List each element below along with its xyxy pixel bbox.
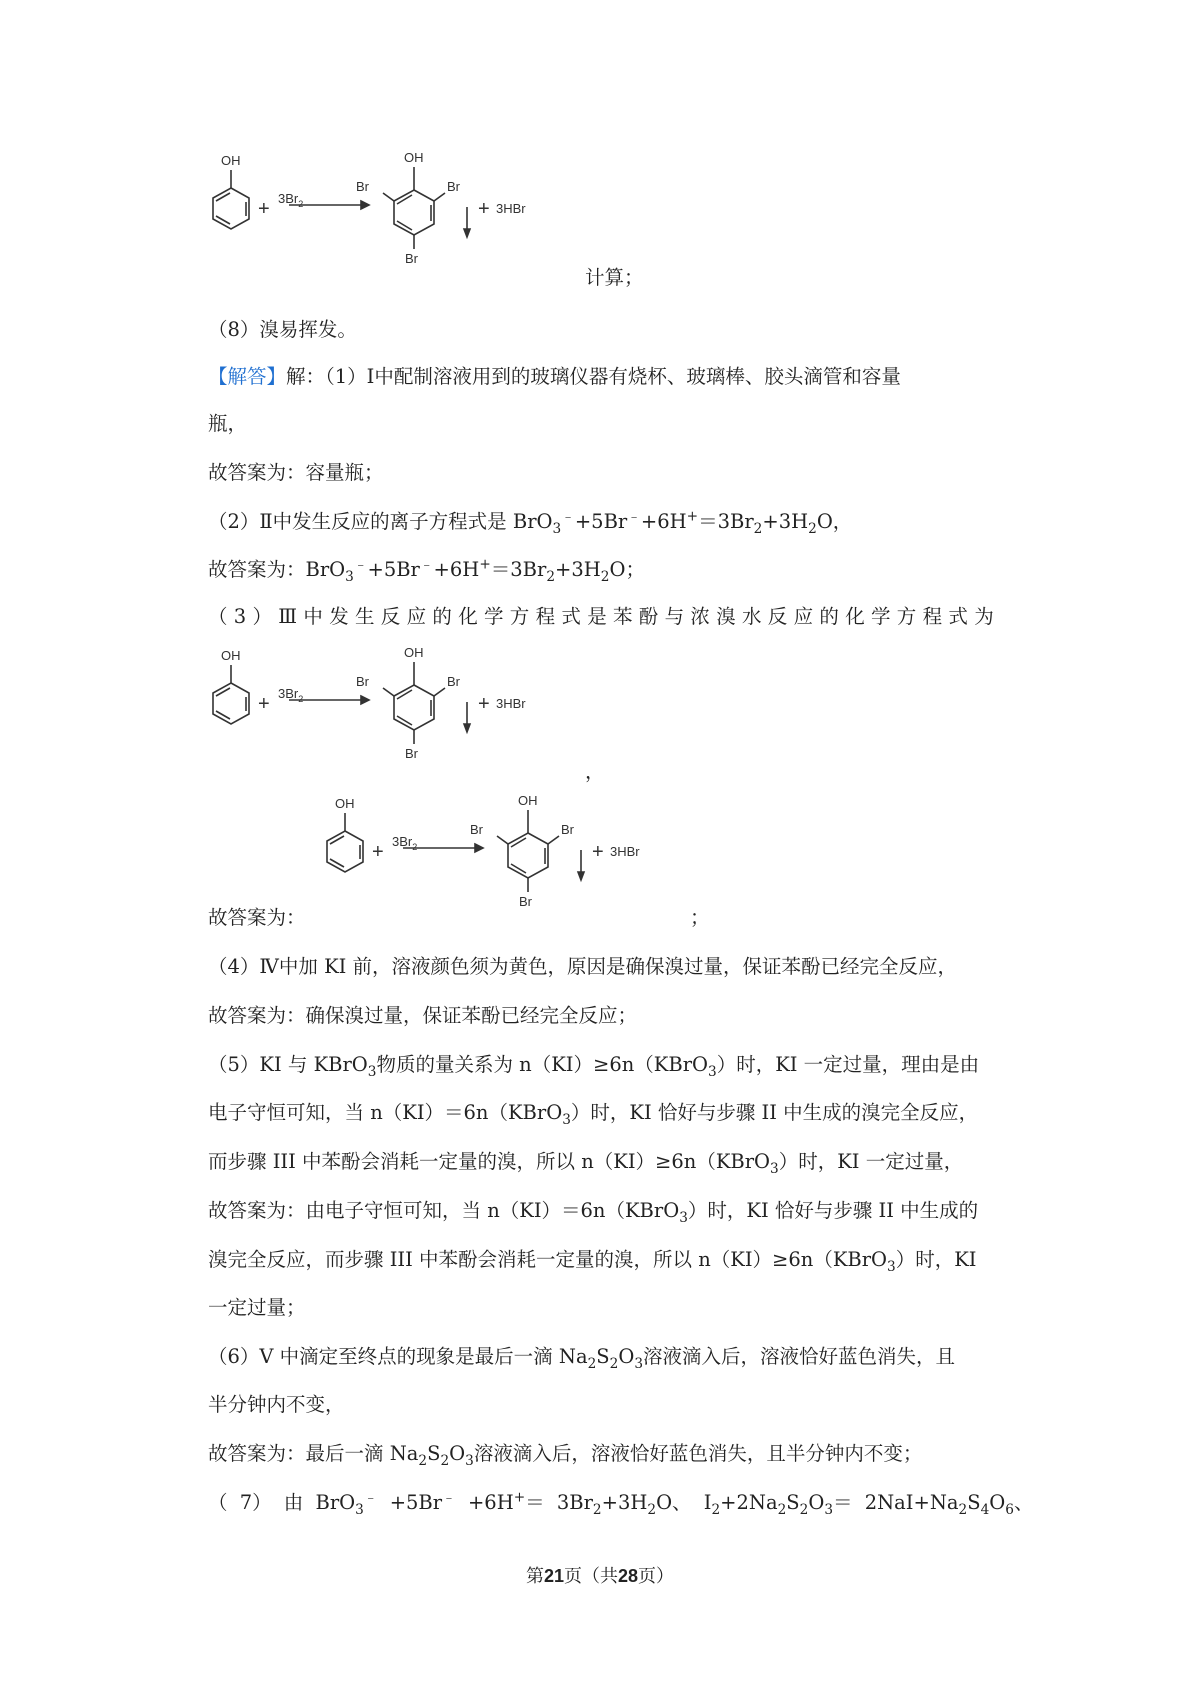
- text-line: 故答案为：确保溴过量，保证苯酚已经完全反应；: [208, 1004, 638, 1027]
- page-total: 28: [618, 1566, 639, 1586]
- br-label: Br: [405, 251, 418, 266]
- br-label: Br: [356, 674, 369, 689]
- equation-line: 故答案为：$BrO_3^﹣+5Br^﹣+6H^+=3Br_2+3H_2O$；: [208, 556, 645, 585]
- br-label: Br: [405, 746, 418, 761]
- br-label: Br: [356, 179, 369, 194]
- text-line: ，: [585, 760, 605, 783]
- reagent-label: $3Br_2$: [392, 834, 418, 852]
- text-line: 而步骤 III 中苯酚会消耗一定量的溴，所以 n（KI）≥6n（KBrO$_3$）时，KI 一定过量，: [208, 1150, 964, 1177]
- text-line: （6）V 中滴定至终点的现象是最后一滴 $Na_2S_2O_3$溶液滴入后，溶液恰好蓝色消失，且: [208, 1345, 956, 1372]
- text-line: （8）溴易挥发。: [208, 318, 357, 341]
- plus-sign: +: [592, 841, 604, 863]
- answer-tag: 【解答】: [208, 365, 287, 388]
- oh-label: OH: [221, 648, 241, 663]
- br-label: Br: [519, 894, 532, 909]
- oh-label: OH: [518, 793, 538, 808]
- text-line: （5）KI 与 KBrO$_3$物质的量关系为 n（KI）≥6n（KBrO$_3$）时，KI 一定过量，理由是由: [208, 1053, 980, 1080]
- answer-line: 【解答】解：（1）Ⅰ中配制溶液用到的玻璃仪器有烧杯、玻璃棒、胶头滴管和容量: [208, 365, 901, 388]
- plus-sign: +: [258, 198, 270, 220]
- plus-sign: +: [372, 841, 384, 863]
- oh-label: OH: [404, 150, 424, 165]
- br-label: Br: [561, 822, 574, 837]
- text-line: ；: [690, 906, 710, 929]
- text-line: 故答案为：: [208, 906, 306, 929]
- text-line: 一定过量；: [208, 1296, 306, 1319]
- text-line: 故答案为：最后一滴 $Na_2S_2O_3$溶液滴入后，溶液恰好蓝色消失，且半分钟内不变；: [208, 1442, 923, 1469]
- reagent-label: $3Br_2$: [278, 191, 304, 209]
- plus-sign: +: [478, 693, 490, 715]
- reagent-label: $3Br_2$: [278, 686, 304, 704]
- equation-line: （2）Ⅱ中发生反应的离子方程式是 $BrO_3^﹣+5Br^﹣+6H^+=3Br_2+3H_2O$，: [208, 508, 853, 537]
- text-line: 计算；: [585, 266, 644, 289]
- page-number: 21: [543, 1566, 564, 1586]
- br-label: Br: [470, 822, 483, 837]
- text-line: （3）Ⅲ中发生反应的化学方程式是苯酚与浓溴水反应的化学方程式为: [208, 605, 1001, 628]
- plus-sign: +: [258, 693, 270, 715]
- hbr-label: 3HBr: [496, 201, 526, 216]
- hbr-label: 3HBr: [496, 696, 526, 711]
- text-line: 电子守恒可知，当 n（KI）＝6n（KBrO$_3$）时，KI 恰好与步骤 II 中生成的溴完全反应，: [208, 1101, 979, 1128]
- reaction-equation-2: [196, 640, 536, 765]
- equation-line: （ 7） 由 $BrO_3^﹣ +5Br^﹣ +6H^+= 3Br_2+3H_2O$、 $I_2+2Na_2S_2O_3= 2NaI+Na_2S_4O_6$、: [208, 1489, 1034, 1518]
- text-line: 瓶，: [208, 412, 248, 435]
- text-line: 半分钟内不变，: [208, 1393, 345, 1416]
- oh-label: OH: [335, 796, 355, 811]
- text-line: 故答案为：由电子守恒可知，当 n（KI）＝6n（KBrO$_3$）时，KI 恰好与步骤 II 中生成的: [208, 1199, 979, 1226]
- hbr-label: 3HBr: [610, 844, 640, 859]
- oh-label: OH: [404, 645, 424, 660]
- br-label: Br: [447, 179, 460, 194]
- reaction-equation-3: [310, 788, 650, 913]
- br-label: Br: [447, 674, 460, 689]
- text-line: 故答案为：容量瓶；: [208, 461, 384, 484]
- text-line: 溴完全反应，而步骤 III 中苯酚会消耗一定量的溴，所以 n（KI）≥6n（KBrO$_3$）时，KI: [208, 1248, 977, 1275]
- plus-sign: +: [478, 198, 490, 220]
- text-line: （4）Ⅳ中加 KI 前，溶液颜色须为黄色，原因是确保溴过量，保证苯酚已经完全反应，: [208, 955, 958, 978]
- reaction-equation-1: [196, 145, 536, 270]
- oh-label: OH: [221, 153, 241, 168]
- page-footer: 第21页（共28页）: [525, 1566, 675, 1587]
